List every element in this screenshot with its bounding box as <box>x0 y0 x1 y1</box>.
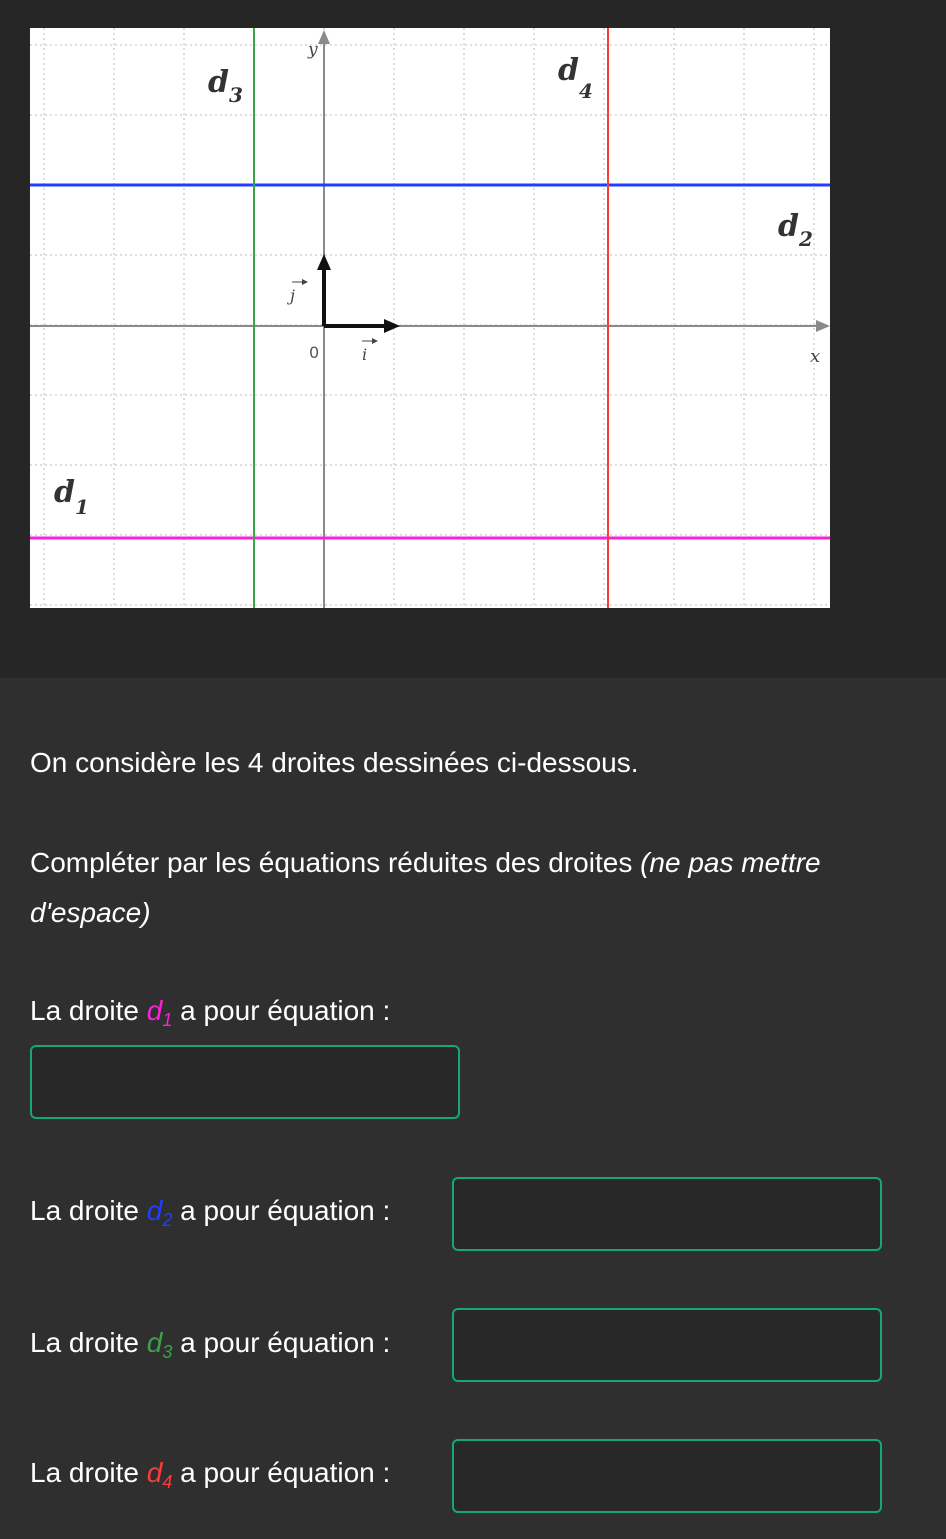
y-axis-arrow-icon <box>318 30 330 44</box>
vector-i-label-arrow-icon <box>372 338 378 344</box>
question-d1 <box>30 995 390 1031</box>
vector-i-label: i <box>362 345 368 364</box>
coordinate-plane <box>30 28 830 608</box>
question-suffix: a pour équation : <box>172 995 391 1026</box>
question-suffix: a pour équation : <box>172 1457 391 1488</box>
question-prefix: La droite <box>30 1195 147 1226</box>
instruction-note: (ne pas mettre d'espace) <box>30 847 821 928</box>
question-var: d <box>146 995 163 1026</box>
vector-j-arrow-icon <box>317 254 331 270</box>
vector-i-arrow-icon <box>384 319 400 333</box>
dotted-grid <box>30 28 830 608</box>
vector-j-label-arrow-icon <box>302 279 308 285</box>
question-var: d <box>146 1195 163 1226</box>
question-var: d <box>146 1327 163 1358</box>
question-index: 3 <box>162 1342 173 1362</box>
question-prefix: La droite <box>30 995 147 1026</box>
vector-j-label: j <box>290 286 295 305</box>
question-suffix: a pour équation : <box>172 1327 391 1358</box>
question-d3 <box>30 1327 390 1363</box>
x-axis-arrow-icon <box>816 320 830 332</box>
x-axis-label: x <box>810 346 821 367</box>
question-d4 <box>30 1457 390 1493</box>
label-d2: $d_2$ <box>778 209 813 251</box>
question-prefix: La droite <box>30 1327 147 1358</box>
label-d4: $d_4$ <box>558 53 593 103</box>
question-index: 2 <box>162 1210 173 1230</box>
answer-input-d4[interactable] <box>452 1439 882 1513</box>
label-d1: $d_1$ <box>54 475 89 519</box>
intro-text: On considère les 4 droites dessinées ci-dessous. <box>30 747 639 778</box>
question-index: 1 <box>162 1010 173 1030</box>
question-var: d <box>146 1457 163 1488</box>
origin-label: 0 <box>309 343 320 362</box>
answer-input-d3[interactable] <box>452 1308 882 1382</box>
graph-figure <box>30 28 830 608</box>
question-suffix: a pour équation : <box>172 1195 391 1226</box>
instruction-text <box>30 838 910 938</box>
instruction-main: Compléter par les équations réduites des droites <box>30 847 641 878</box>
answer-input-d1[interactable] <box>30 1045 460 1119</box>
label-d3: $d_3$ <box>208 65 243 107</box>
y-axis-label: y <box>308 40 318 60</box>
answer-input-d2[interactable] <box>452 1177 882 1251</box>
question-d2 <box>30 1195 390 1231</box>
question-index: 4 <box>162 1472 173 1492</box>
question-prefix: La droite <box>30 1457 147 1488</box>
